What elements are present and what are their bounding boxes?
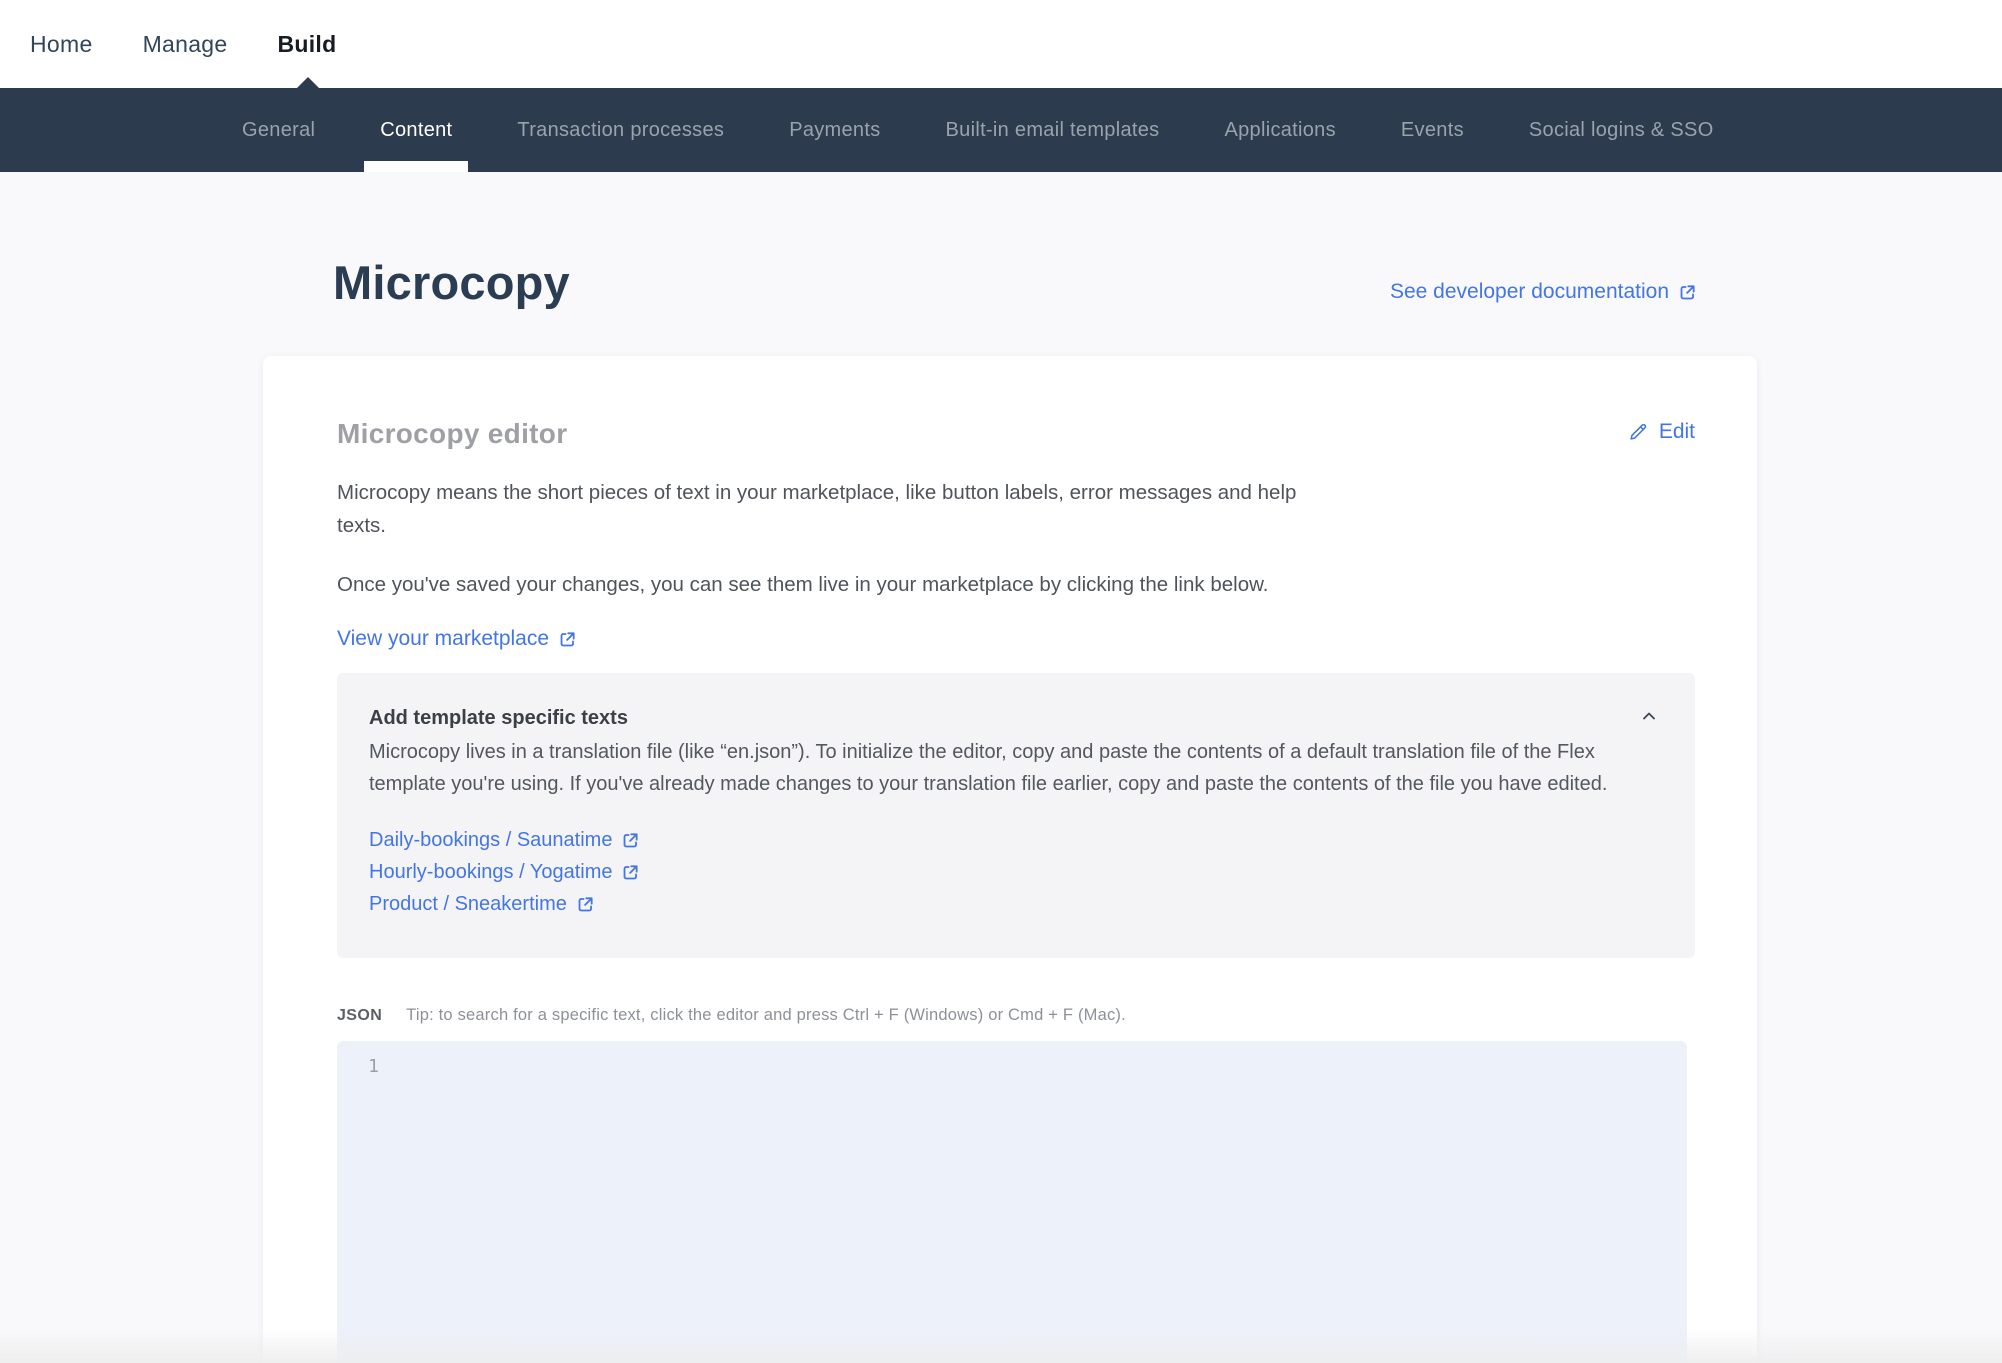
tab-transaction-processes[interactable]: Transaction processes <box>517 118 725 141</box>
json-editor[interactable] <box>337 1041 1687 1363</box>
editor-content[interactable] <box>397 1054 1687 1363</box>
editor-label-row <box>337 1006 1695 1025</box>
main-nav <box>0 0 2002 88</box>
tab-social-logins-sso[interactable]: Social logins & SSO <box>1528 118 1714 141</box>
tab-general[interactable]: General <box>242 118 316 141</box>
nav-item-build[interactable]: Build <box>277 30 337 57</box>
intro-paragraph-1: Microcopy means the short pieces of text in your marketplace, like button labels, error messages and help texts. <box>337 481 1297 538</box>
edit-button-label: Edit <box>1658 420 1695 444</box>
json-format-label: JSON <box>337 1007 383 1025</box>
template-link-sneakertime[interactable] <box>369 888 1625 920</box>
view-marketplace-link[interactable] <box>337 627 577 651</box>
build-sub-nav <box>0 88 2002 172</box>
editor-search-tip: Tip: to search for a specific text, click the editor and press Ctrl + F (Windows) or Cmd + F (Mac). <box>406 1006 1126 1025</box>
pencil-icon <box>1627 421 1649 443</box>
tab-content[interactable]: Content <box>380 88 452 172</box>
external-link-icon <box>621 831 640 850</box>
panel-description: Microcopy lives in a translation file (like “en.json”). To initialize the editor, copy and paste the contents of a default translation file of the Flex template you're using. If you've already made changes to your translation file earlier, copy and paste the contents of the file you have edited. <box>369 741 1608 796</box>
tab-events[interactable]: Events <box>1400 118 1464 141</box>
template-link-sneakertime-label: Product / Sneakertime <box>369 893 567 916</box>
template-link-yogatime-label: Hourly-bookings / Yogatime <box>369 861 613 884</box>
edit-button[interactable] <box>1627 420 1695 444</box>
page-header <box>333 256 1697 310</box>
external-link-icon <box>576 895 595 914</box>
external-link-icon <box>1678 283 1697 302</box>
tab-applications[interactable]: Applications <box>1224 118 1336 141</box>
tab-payments[interactable]: Payments <box>789 118 881 141</box>
tab-built-in-email-templates[interactable]: Built-in email templates <box>945 118 1160 141</box>
active-section-pointer <box>297 77 319 88</box>
developer-documentation-link[interactable] <box>1390 280 1697 304</box>
view-marketplace-link-label: View your marketplace <box>337 627 550 651</box>
template-link-saunatime[interactable] <box>369 824 1625 856</box>
panel-title: Add template specific texts <box>369 707 628 730</box>
template-link-yogatime[interactable] <box>369 856 1625 888</box>
nav-item-manage[interactable]: Manage <box>142 30 228 57</box>
developer-documentation-link-label: See developer documentation <box>1389 280 1669 304</box>
collapse-panel-button[interactable] <box>1639 705 1661 727</box>
nav-item-home[interactable]: Home <box>30 30 93 57</box>
external-link-icon <box>558 630 577 649</box>
intro-paragraph-2: Once you've saved your changes, you can see them live in your marketplace by clicking the link below. <box>337 573 1269 597</box>
template-link-saunatime-label: Daily-bookings / Saunatime <box>369 829 613 852</box>
template-texts-panel <box>337 673 1695 958</box>
template-links <box>369 824 1625 920</box>
external-link-icon <box>621 863 640 882</box>
chevron-up-icon <box>1639 706 1659 726</box>
page-title: Microcopy <box>333 256 570 309</box>
line-number: 1 <box>368 1056 379 1078</box>
card-header <box>337 418 1695 450</box>
microcopy-editor-card <box>263 356 1757 1363</box>
card-title: Microcopy editor <box>337 418 568 450</box>
